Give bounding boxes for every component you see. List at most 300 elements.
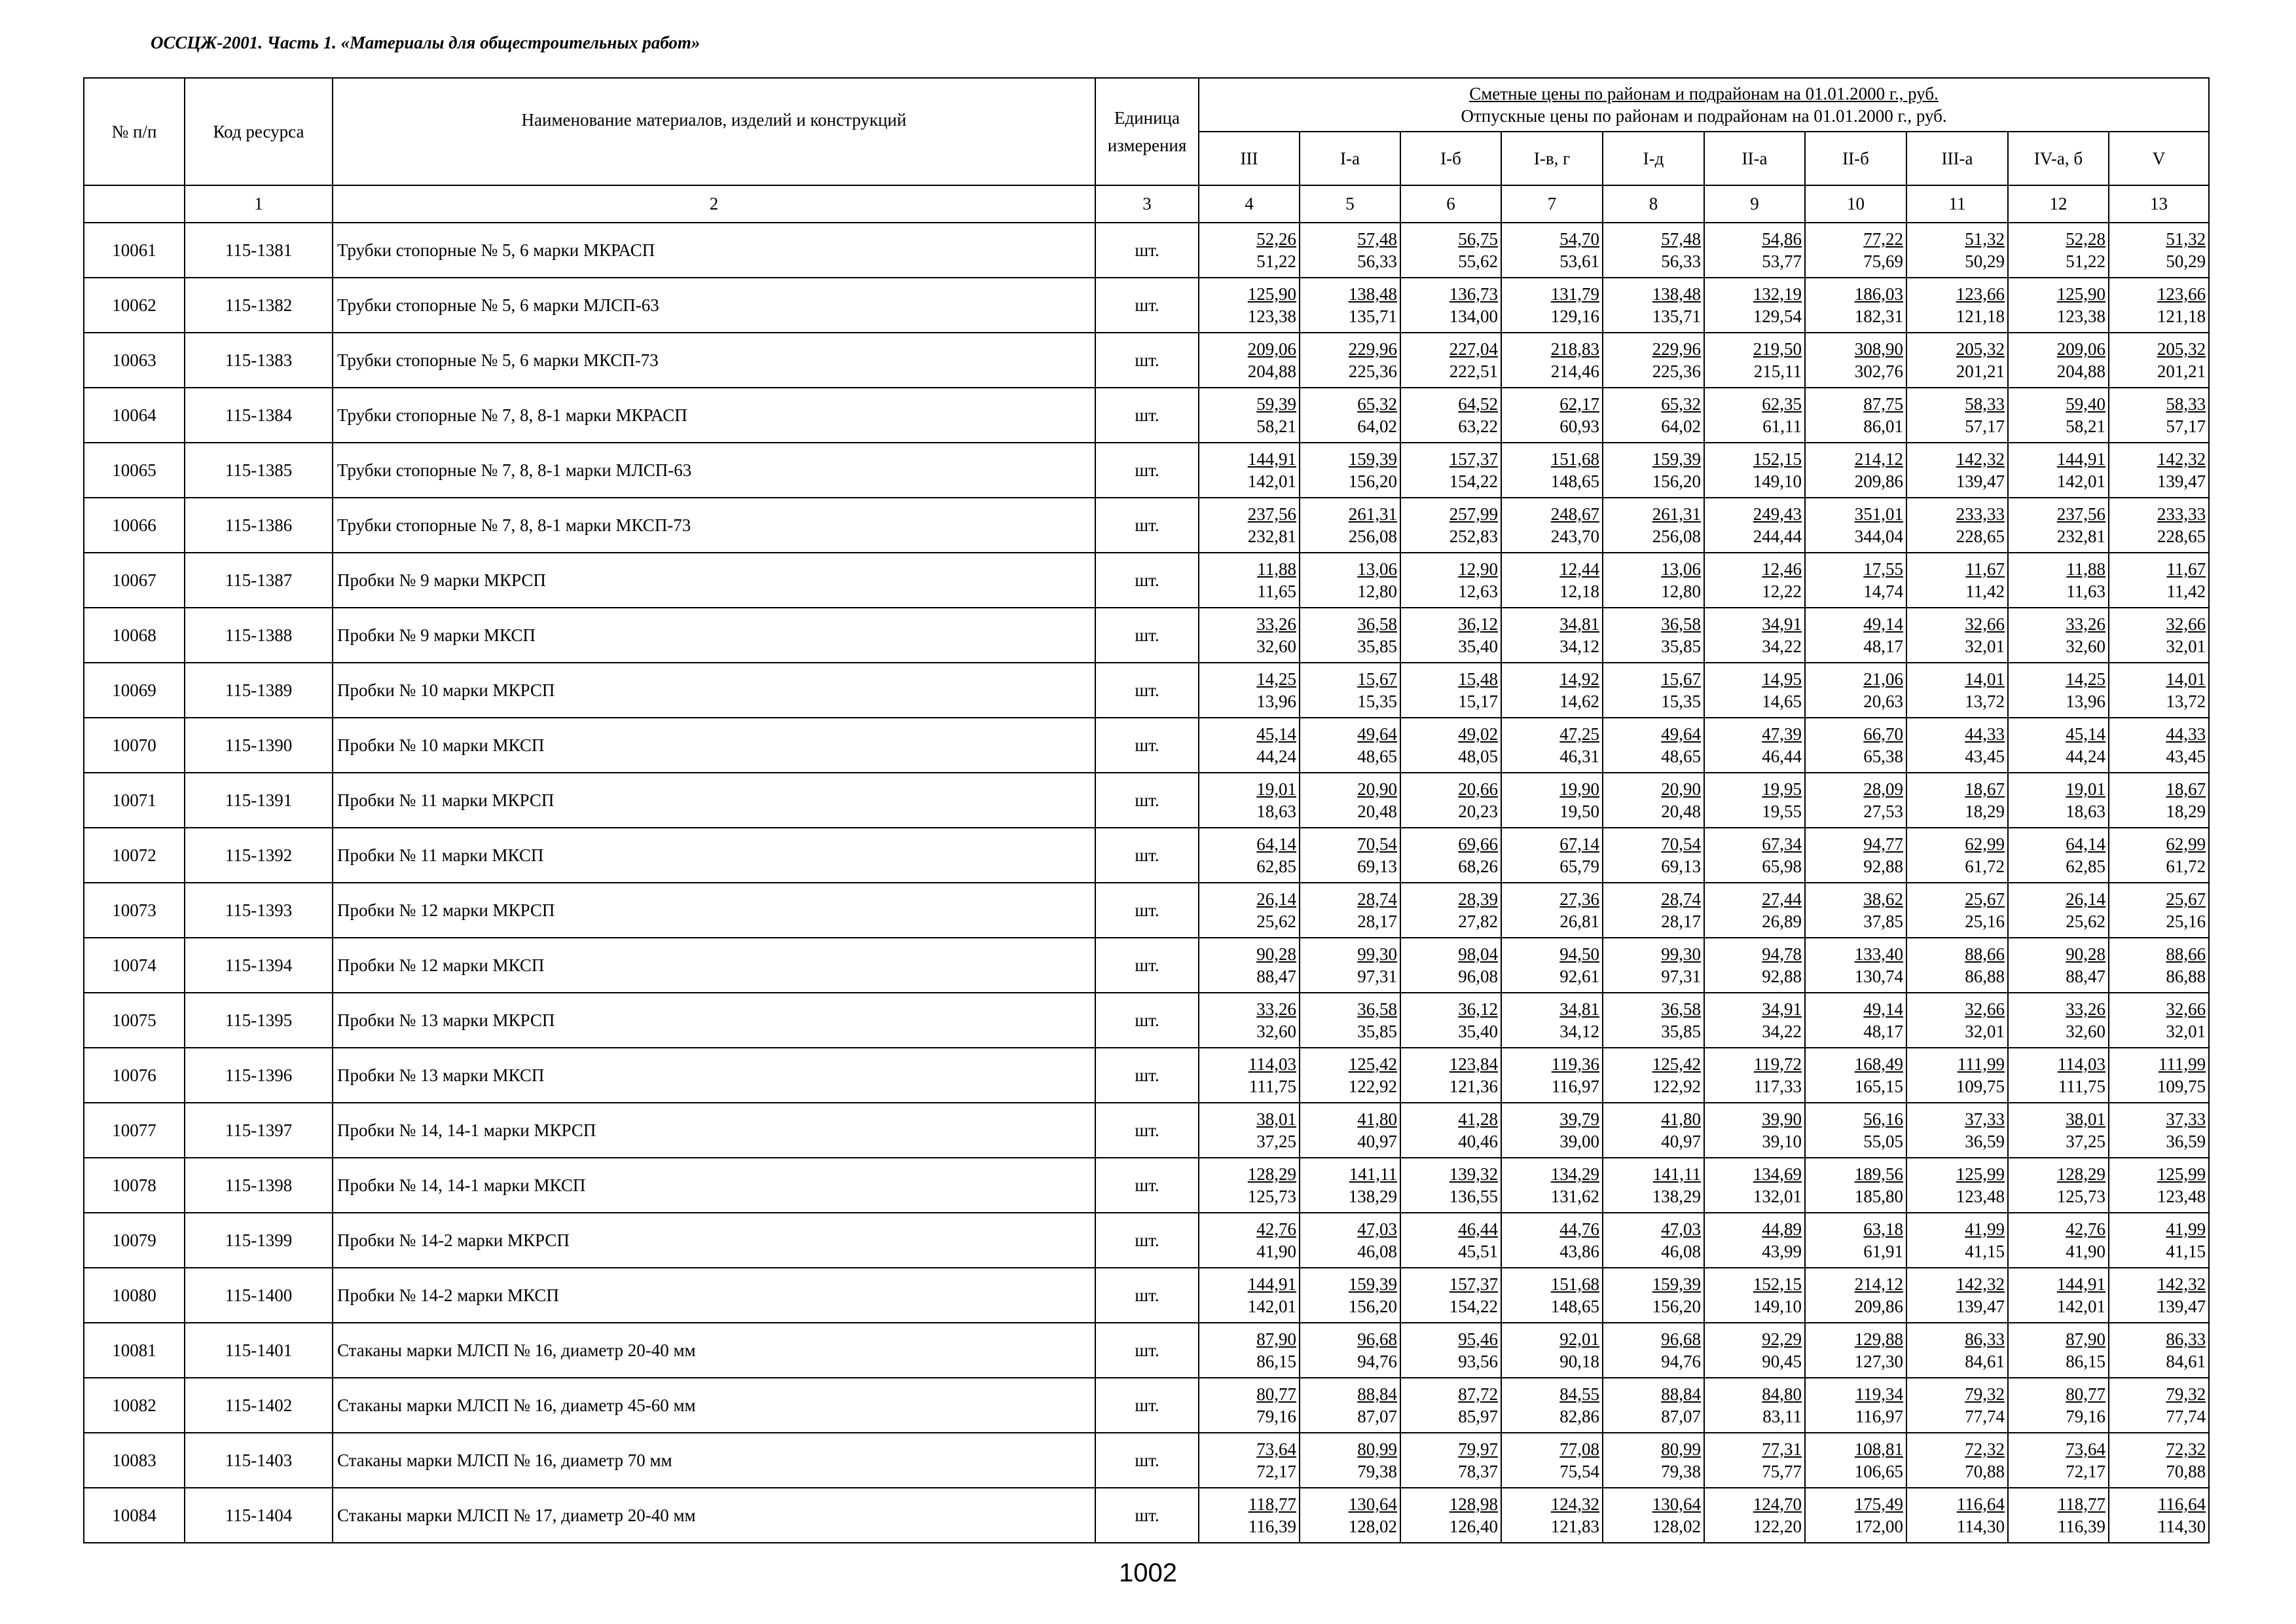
estimated-price: 84,55 [1559,1384,1599,1404]
release-price: 92,88 [1762,967,1802,986]
price-cell [1805,718,1906,773]
price-cell [1805,1158,1906,1213]
column-number: 6 [1400,185,1501,223]
header-region: I-в, г [1501,132,1603,185]
price-cell [1805,938,1906,993]
release-price: 126,40 [1449,1517,1498,1536]
material-name: Пробки № 14-2 марки МКСП [333,1268,1095,1323]
price-cell [1400,333,1501,388]
price-cell [2109,608,2209,663]
price-cell [1300,608,1400,663]
release-price: 35,40 [1458,637,1498,656]
release-price: 70,88 [2166,1462,2206,1481]
price-cell [1906,718,2008,773]
estimated-price: 108,81 [1854,1439,1903,1459]
estimated-price: 237,56 [1247,504,1296,524]
resource-code: 115-1393 [185,883,333,938]
release-price: 148,65 [1550,1297,1599,1316]
row-number: 10074 [84,938,185,993]
release-price: 32,01 [1965,637,2005,656]
price-cell [2109,553,2209,608]
release-price: 19,50 [1559,802,1599,821]
price-cell [1603,773,1704,828]
price-cell [1400,1158,1501,1213]
material-name: Пробки № 13 марки МКСП [333,1048,1095,1103]
release-price: 77,74 [1965,1407,2005,1426]
price-cell [1501,333,1603,388]
release-price: 172,00 [1854,1517,1903,1536]
release-price: 111,75 [1248,1077,1296,1096]
estimated-price: 128,98 [1449,1494,1498,1514]
row-number: 10081 [84,1323,185,1378]
release-price: 32,60 [1256,637,1296,656]
release-price: 57,17 [2166,416,2206,436]
resource-code: 115-1391 [185,773,333,828]
estimated-price: 36,12 [1458,999,1498,1019]
price-cell [2008,1378,2109,1433]
estimated-price: 12,46 [1762,559,1802,579]
price-cell [2008,1213,2109,1268]
price-cell [2008,828,2109,883]
release-price: 156,20 [1348,471,1397,491]
release-price: 43,99 [1762,1242,1802,1261]
row-number: 10067 [84,553,185,608]
price-cell [1704,498,1805,553]
price-cell [2008,1433,2109,1488]
price-cell [2008,663,2109,718]
release-price: 60,93 [1559,416,1599,436]
release-price: 79,16 [2066,1407,2105,1426]
estimated-price: 42,76 [2066,1219,2105,1239]
price-cell [1501,938,1603,993]
estimated-price: 34,81 [1559,999,1599,1019]
unit: шт. [1095,773,1199,828]
price-cell [1501,223,1603,278]
estimated-price: 218,83 [1550,339,1599,359]
table-row [84,1158,2209,1213]
unit: шт. [1095,553,1199,608]
price-cell [1603,1103,1704,1158]
header-region: II-б [1805,132,1906,185]
price-cell [1300,883,1400,938]
price-cell [1400,663,1501,718]
price-cell [1805,773,1906,828]
release-price: 63,22 [1458,416,1498,436]
estimated-price: 84,80 [1762,1384,1802,1404]
release-price: 232,81 [1247,526,1296,546]
price-cell [1906,1488,2008,1543]
estimated-price: 52,26 [1256,229,1296,249]
release-price: 34,12 [1559,637,1599,656]
material-name: Трубки стопорные № 7, 8, 8-1 марки МКСП-73 [333,498,1095,553]
estimated-price: 19,95 [1762,779,1802,799]
release-price: 61,11 [1762,416,1802,436]
price-cell [1300,1213,1400,1268]
release-price: 40,97 [1661,1132,1701,1151]
material-name: Пробки № 12 марки МКСП [333,938,1095,993]
material-name: Стаканы марки МЛСП № 17, диаметр 20-40 мм [333,1488,1095,1543]
row-number: 10069 [84,663,185,718]
release-price: 44,24 [1256,747,1296,766]
estimated-price: 51,32 [2166,229,2206,249]
price-cell [1805,333,1906,388]
price-cell [2008,278,2109,333]
estimated-price: 205,32 [1956,339,2005,359]
release-price: 58,21 [2066,416,2105,436]
column-number: 9 [1704,185,1805,223]
estimated-price: 32,66 [1965,614,2005,634]
estimated-price: 28,74 [1357,889,1397,909]
estimated-price: 87,75 [1863,394,1903,414]
price-cell [1805,443,1906,498]
estimated-price: 62,35 [1762,394,1802,414]
release-price: 46,44 [1762,747,1802,766]
estimated-price: 41,28 [1458,1109,1498,1129]
price-cell [1300,828,1400,883]
price-cell [1400,718,1501,773]
release-price: 86,15 [2066,1352,2105,1371]
release-price: 116,97 [1551,1077,1599,1096]
estimated-price: 32,66 [2166,614,2206,634]
release-price: 111,75 [2058,1077,2105,1096]
resource-code: 115-1384 [185,388,333,443]
estimated-price: 42,76 [1256,1219,1296,1239]
estimated-price: 49,14 [1863,999,1903,1019]
material-name: Пробки № 10 марки МКРСП [333,663,1095,718]
estimated-price: 36,58 [1661,999,1701,1019]
estimated-price: 125,42 [1348,1054,1397,1074]
price-cell [1199,333,1300,388]
price-cell [1199,1213,1300,1268]
release-price: 114,30 [2157,1517,2206,1536]
resource-code: 115-1395 [185,993,333,1048]
release-price: 214,46 [1550,361,1599,381]
release-price: 129,54 [1753,306,1802,326]
estimated-price: 151,68 [1550,449,1599,469]
release-price: 56,33 [1357,251,1397,271]
price-cell [1400,1323,1501,1378]
estimated-price: 47,03 [1661,1219,1701,1239]
release-price: 201,21 [2157,361,2206,381]
row-number: 10075 [84,993,185,1048]
price-cell [1704,1433,1805,1488]
price-cell [2008,1103,2109,1158]
release-price: 256,08 [1348,526,1397,546]
price-cell [1603,1213,1704,1268]
release-price: 72,17 [2066,1462,2105,1481]
material-name: Пробки № 10 марки МКСП [333,718,1095,773]
table-row [84,993,2209,1048]
price-cell [1805,1268,1906,1323]
table-row [84,883,2209,938]
price-cell [1300,443,1400,498]
price-cell [1199,553,1300,608]
release-price: 204,88 [2056,361,2105,381]
price-cell [1400,1378,1501,1433]
release-price: 123,48 [1956,1187,2005,1206]
release-price: 148,65 [1550,471,1599,491]
release-price: 149,10 [1753,471,1802,491]
release-price: 46,08 [1661,1242,1701,1261]
table-row [84,608,2209,663]
material-name: Стаканы марки МЛСП № 16, диаметр 20-40 мм [333,1323,1095,1378]
price-cell [1300,1488,1400,1543]
release-price: 56,33 [1661,251,1701,271]
release-price: 32,01 [1965,1022,2005,1041]
estimated-price: 142,32 [1956,449,2005,469]
estimated-price: 67,34 [1762,834,1802,854]
header-unit-line1: Единица [1114,108,1180,128]
estimated-price: 38,01 [2066,1109,2105,1129]
release-price: 58,21 [1256,416,1296,436]
row-number: 10064 [84,388,185,443]
estimated-price: 57,48 [1661,229,1701,249]
estimated-price: 114,03 [2057,1054,2105,1074]
estimated-price: 125,99 [2157,1164,2206,1184]
estimated-price: 59,39 [1256,394,1296,414]
price-cell [1199,993,1300,1048]
price-cell [1199,278,1300,333]
price-cell [1400,498,1501,553]
unit: шт. [1095,388,1199,443]
price-cell [1805,1433,1906,1488]
estimated-price: 152,15 [1753,1274,1802,1294]
price-cell [1400,278,1501,333]
unit: шт. [1095,1378,1199,1433]
estimated-price: 15,48 [1458,669,1498,689]
estimated-price: 134,29 [1550,1164,1599,1184]
price-cell [1704,883,1805,938]
price-cell [2109,883,2209,938]
material-name: Пробки № 14, 14-1 марки МКСП [333,1158,1095,1213]
release-price: 32,60 [1256,1022,1296,1041]
resource-code: 115-1392 [185,828,333,883]
release-price: 122,20 [1753,1517,1802,1536]
resource-code: 115-1383 [185,333,333,388]
release-price: 127,30 [1854,1352,1903,1371]
price-cell [1300,1103,1400,1158]
resource-code: 115-1404 [185,1488,333,1543]
release-price: 18,63 [2066,802,2105,821]
price-cell [1603,828,1704,883]
price-cell [1906,1103,2008,1158]
release-price: 12,63 [1458,581,1498,601]
price-cell [2109,1488,2209,1543]
price-cell [1400,388,1501,443]
price-cell [2109,223,2209,278]
estimated-price: 130,64 [1348,1494,1397,1514]
release-price: 32,60 [2066,1022,2105,1041]
release-price: 13,96 [1256,692,1296,711]
release-price: 14,74 [1863,581,1903,601]
release-price: 35,40 [1458,1022,1498,1041]
estimated-price: 41,80 [1357,1109,1397,1129]
release-price: 20,48 [1357,802,1397,821]
estimated-price: 64,14 [1256,834,1296,854]
release-price: 18,63 [1256,802,1296,821]
header-region: III [1199,132,1300,185]
estimated-price: 229,96 [1348,339,1397,359]
estimated-price: 92,01 [1559,1329,1599,1349]
estimated-price: 88,84 [1357,1384,1397,1404]
estimated-price: 62,99 [1965,834,2005,854]
price-cell [1501,663,1603,718]
price-cell [1704,1488,1805,1543]
table-row [84,1213,2209,1268]
price-cell [1906,388,2008,443]
price-cell [1603,718,1704,773]
price-cell [1400,883,1501,938]
estimated-price: 44,89 [1762,1219,1802,1239]
release-price: 86,01 [1863,416,1903,436]
release-price: 87,07 [1661,1407,1701,1426]
unit: шт. [1095,1323,1199,1378]
release-price: 225,36 [1348,361,1397,381]
column-number: 1 [185,185,333,223]
price-cell [1501,1213,1603,1268]
release-price: 37,25 [2066,1132,2105,1151]
estimated-price: 95,46 [1458,1329,1498,1349]
estimated-price: 99,30 [1661,944,1701,964]
unit: шт. [1095,883,1199,938]
estimated-price: 13,06 [1661,559,1701,579]
estimated-price: 56,75 [1458,229,1498,249]
page-number: 1002 [1119,1559,1177,1587]
price-cell [1906,553,2008,608]
price-cell [1501,718,1603,773]
estimated-price: 88,66 [2166,944,2206,964]
price-cell [1400,553,1501,608]
estimated-price: 125,90 [2056,284,2105,304]
price-cell [1805,993,1906,1048]
price-cell [1501,1268,1603,1323]
price-cell [1906,608,2008,663]
estimated-price: 39,79 [1559,1109,1599,1129]
unit: шт. [1095,1433,1199,1488]
material-name: Пробки № 9 марки МКСП [333,608,1095,663]
release-price: 88,47 [1256,967,1296,986]
release-price: 50,29 [1965,251,2005,271]
estimated-price: 58,33 [2166,394,2206,414]
release-price: 228,65 [2157,526,2206,546]
price-cell [2109,1158,2209,1213]
price-cell [1603,993,1704,1048]
release-price: 97,31 [1357,967,1397,986]
estimated-price: 261,31 [1348,504,1397,524]
release-price: 131,62 [1550,1187,1599,1206]
release-price: 122,92 [1652,1077,1701,1096]
price-cell [1400,1103,1501,1158]
release-price: 139,47 [2157,1297,2206,1316]
estimated-price: 233,33 [2157,504,2206,524]
estimated-price: 77,31 [1762,1439,1802,1459]
price-cell [1199,883,1300,938]
price-cell [1603,333,1704,388]
estimated-price: 87,72 [1458,1384,1498,1404]
release-price: 15,35 [1661,692,1701,711]
release-price: 43,86 [1559,1242,1599,1261]
price-cell [1704,1048,1805,1103]
estimated-price: 80,77 [1256,1384,1296,1404]
price-cell [1603,883,1704,938]
release-price: 13,96 [2066,692,2105,711]
release-price: 11,63 [2066,581,2105,601]
price-cell [1300,773,1400,828]
release-price: 34,22 [1762,1022,1802,1041]
estimated-price: 46,44 [1458,1219,1498,1239]
price-cell [1501,1323,1603,1378]
unit: шт. [1095,443,1199,498]
estimated-price: 34,91 [1762,614,1802,634]
table-row [84,278,2209,333]
price-cell [2109,1268,2209,1323]
unit: шт. [1095,938,1199,993]
table-row [84,718,2209,773]
estimated-price: 11,67 [1965,559,2005,579]
price-cell [1199,1433,1300,1488]
price-cell [2008,718,2109,773]
estimated-price: 118,77 [2057,1494,2105,1514]
price-cell [1501,1378,1603,1433]
price-cell [2008,1323,2109,1378]
price-cell [2109,1103,2209,1158]
price-cell [1805,828,1906,883]
price-cell [2109,993,2209,1048]
price-cell [1199,1268,1300,1323]
estimated-price: 80,99 [1357,1439,1397,1459]
release-price: 142,01 [1247,1297,1296,1316]
header-number: № п/п [84,78,185,185]
release-price: 41,90 [1256,1242,1296,1261]
unit: шт. [1095,333,1199,388]
material-name: Пробки № 14, 14-1 марки МКРСП [333,1103,1095,1158]
price-cell [1805,498,1906,553]
release-price: 121,83 [1550,1517,1599,1536]
estimated-price: 28,39 [1458,889,1498,909]
resource-code: 115-1397 [185,1103,333,1158]
estimated-price: 151,68 [1550,1274,1599,1294]
estimated-price: 142,32 [2157,1274,2206,1294]
material-name: Пробки № 14-2 марки МКРСП [333,1213,1095,1268]
price-cell [1906,663,2008,718]
estimated-price: 79,32 [1965,1384,2005,1404]
material-name: Стаканы марки МЛСП № 16, диаметр 70 мм [333,1433,1095,1488]
estimated-price: 52,28 [2066,229,2105,249]
release-price: 215,11 [1753,361,1802,381]
estimated-price: 141,11 [1652,1164,1701,1184]
price-cell [2109,278,2209,333]
row-number: 10077 [84,1103,185,1158]
price-cell [2008,938,2109,993]
estimated-price: 130,64 [1652,1494,1701,1514]
price-cell [1805,223,1906,278]
release-price: 69,13 [1661,857,1701,876]
estimated-price: 77,22 [1863,229,1903,249]
estimated-price: 12,44 [1559,559,1599,579]
row-number: 10066 [84,498,185,553]
price-cell [2008,883,2109,938]
release-price: 156,20 [1652,1297,1701,1316]
table-row [84,1433,2209,1488]
price-cell [2008,1048,2109,1103]
column-number: 3 [1095,185,1199,223]
estimated-price: 124,70 [1753,1494,1802,1514]
price-cell [1300,663,1400,718]
release-price: 15,35 [1357,692,1397,711]
unit: шт. [1095,1488,1199,1543]
estimated-price: 119,72 [1753,1054,1802,1074]
release-price: 39,10 [1762,1132,1802,1151]
